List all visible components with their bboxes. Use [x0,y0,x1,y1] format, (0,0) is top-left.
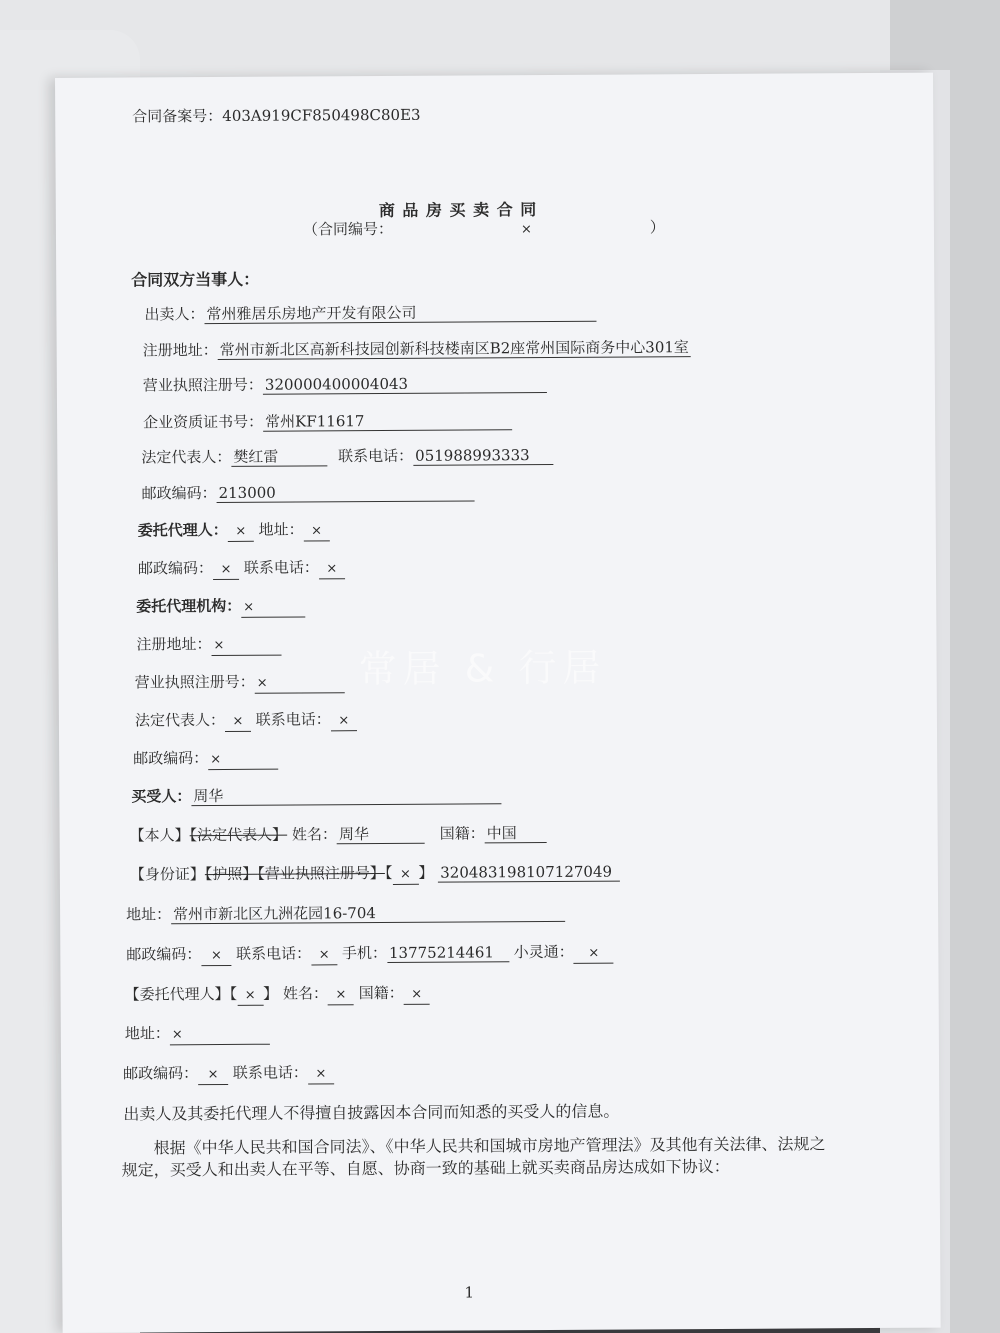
seller-agency-value: × [241,598,305,617]
record-number-line [132,104,420,127]
buyer-other-option: × [392,866,418,885]
seller-agent-zip-value: × [213,561,239,580]
seller-agency-license-value: × [255,674,345,694]
seller-agent-address-label: 地址： [258,520,304,539]
buyer-agent-zip-value: × [198,1066,228,1085]
buyer-id-card-option: 【身份证】 [129,865,205,884]
seller-name-value: 常州雅居乐房地产开发有限公司 [204,303,596,324]
seller-agency-rep-value: × [225,713,251,732]
buyer-zip-label: 邮政编码： [126,945,202,964]
preamble-paragraph: 根据《中华人民共和国合同法》、《中华人民共和国城市房地产管理法》及其他有关法律、法规之规定，买受人和出卖人在平等、自愿、协商一致的基础上就买卖商品房达成如下协议： [121,1134,826,1180]
seller-license-value: 320000400004043 [263,374,547,395]
buyer-agent-phone-label: 联系电话： [232,1063,308,1082]
buyer-address-value: 常州市新北区九洲花园16-704 [171,903,565,924]
buyer-agent-name-value: × [328,986,354,1005]
buyer-other-close: 】 [418,863,434,882]
seller-agency-phone-value: × [331,712,357,731]
buyer-agent-address-value: × [170,1026,270,1046]
record-number-value: 403A919CF850498C80E3 [222,105,421,125]
buyer-mobile-label: 手机： [341,943,388,963]
seller-name-line [144,301,596,325]
seller-agency-label: 委托代理机构： [136,596,242,616]
buyer-line [131,783,501,806]
buyer-role-self: 【本人】 [129,826,190,845]
document-title: 商 品 房 买 卖 合 同 [378,200,538,221]
buyer-name-value: 周华 [191,785,501,806]
seller-agent-label: 委托代理人： [137,520,228,540]
buyer-agent-close: 】 [263,984,279,1003]
seller-qualification-value: 常州KF11617 [263,411,512,432]
buyer-agent-value: × [237,987,263,1006]
seller-zip-value: 213000 [216,482,474,503]
seller-agency-zip-label: 邮政编码： [133,749,209,768]
parties-heading: 合同双方当事人： [131,269,260,290]
seller-agency-address-line [136,633,281,657]
seller-rep-label: 法定代表人： [141,447,232,467]
buyer-agent-phone-value: × [308,1065,334,1084]
seller-agent-phone-value: × [319,560,345,579]
seller-agent-phone-label: 联系电话： [243,558,319,577]
seller-zip-line [141,480,474,503]
contract-page [55,73,941,1333]
seller-address-line [143,336,691,360]
seller-representative-line [141,444,553,468]
seller-agency-license-label: 营业执照注册号： [134,672,255,692]
buyer-zip-value: × [201,947,231,966]
page-number: 1 [464,1283,475,1302]
buyer-lingtong-value: × [574,945,614,964]
seller-agency-address-value: × [211,637,281,656]
buyer-identity-line [130,822,547,846]
seller-phone-value: 051988993333 [413,446,553,466]
seller-agent-line [138,518,330,542]
seller-agency-rep-label: 法定代表人： [134,710,225,730]
buyer-phone-label: 联系电话： [236,944,312,963]
buyer-id-number: 320483198107127049 [438,863,620,883]
buyer-agent-nation-label: 国籍： [358,983,404,1003]
buyer-passport-option: 【护照】 [204,864,258,884]
privacy-notice: 出卖人及其委托代理人不得擅自披露因本合同而知悉的买受人的信息。 [123,1101,620,1124]
buyer-agent-address-line [125,1022,270,1046]
buyer-lingtong-label: 小灵通： [513,942,574,962]
seller-qualification-label: 企业资质证书号： [143,412,264,432]
seller-name-label: 出卖人： [144,305,205,324]
buyer-agent-address-label: 地址： [124,1024,170,1043]
record-number-label: 合同备案号： [132,106,223,126]
buyer-address-line [126,901,565,925]
buyer-other-open: 【 [384,863,393,882]
seller-zip-label: 邮政编码： [141,484,217,503]
buyer-name2-value: 周华 [337,825,425,845]
buyer-agent-open: 【委托代理人】【 [124,984,238,1004]
seller-agency-license-line [135,670,345,694]
buyer-label: 买受人： [131,787,192,806]
buyer-agent-zip-label: 邮政编码： [123,1064,199,1083]
buyer-nation-value: 中国 [485,824,547,843]
buyer-agent-name-label: 姓名： [282,984,328,1003]
seller-address-label: 注册地址： [142,341,218,360]
buyer-contact-line [126,941,614,967]
desk-background [0,0,1000,80]
buyer-name-label: 姓名： [291,825,338,844]
seller-agent-value: × [228,523,254,542]
seller-rep-value: 樊红雷 [231,447,327,467]
seller-agent-zip-line [138,556,345,580]
contract-number-value: × [520,222,532,238]
buyer-role-representative: 【法定代表人】 [189,825,288,845]
buyer-agent-line [125,982,430,1007]
seller-phone-label: 联系电话： [338,446,414,466]
seller-agency-rep-line [135,708,357,732]
seller-agent-address-value: × [304,522,330,541]
buyer-agent-zip-line [123,1061,334,1085]
seller-address-value: 常州市新北区高新科技园创新科技楼南区B2座常州国际商务中心301室 [218,338,691,360]
seller-license-line [143,372,547,395]
seller-agency-zip-value: × [208,751,278,770]
contract-number-close: ） [649,218,665,237]
buyer-agent-nation-value: × [404,986,430,1005]
buyer-phone-value: × [311,946,337,965]
seller-agency-line [136,594,305,618]
seller-agent-zip-label: 邮政编码： [137,559,214,578]
watermark-text: 常居 & 行居 [358,645,607,692]
contract-number-line [303,216,665,239]
contract-number-label: （合同编号： [302,219,393,239]
seller-license-label: 营业执照注册号： [142,375,263,395]
seller-qualification-line [143,409,512,432]
buyer-license-option: 【营业执照注册号】 [257,863,385,883]
buyer-nation-label: 国籍： [439,824,485,843]
seller-agency-zip-line [133,747,278,771]
buyer-document-line [130,861,620,887]
buyer-mobile-value: 13775214461 [387,943,509,963]
seller-agency-phone-label: 联系电话： [255,710,331,729]
buyer-address-label: 地址： [126,905,172,924]
seller-agency-address-label: 注册地址： [136,635,212,654]
